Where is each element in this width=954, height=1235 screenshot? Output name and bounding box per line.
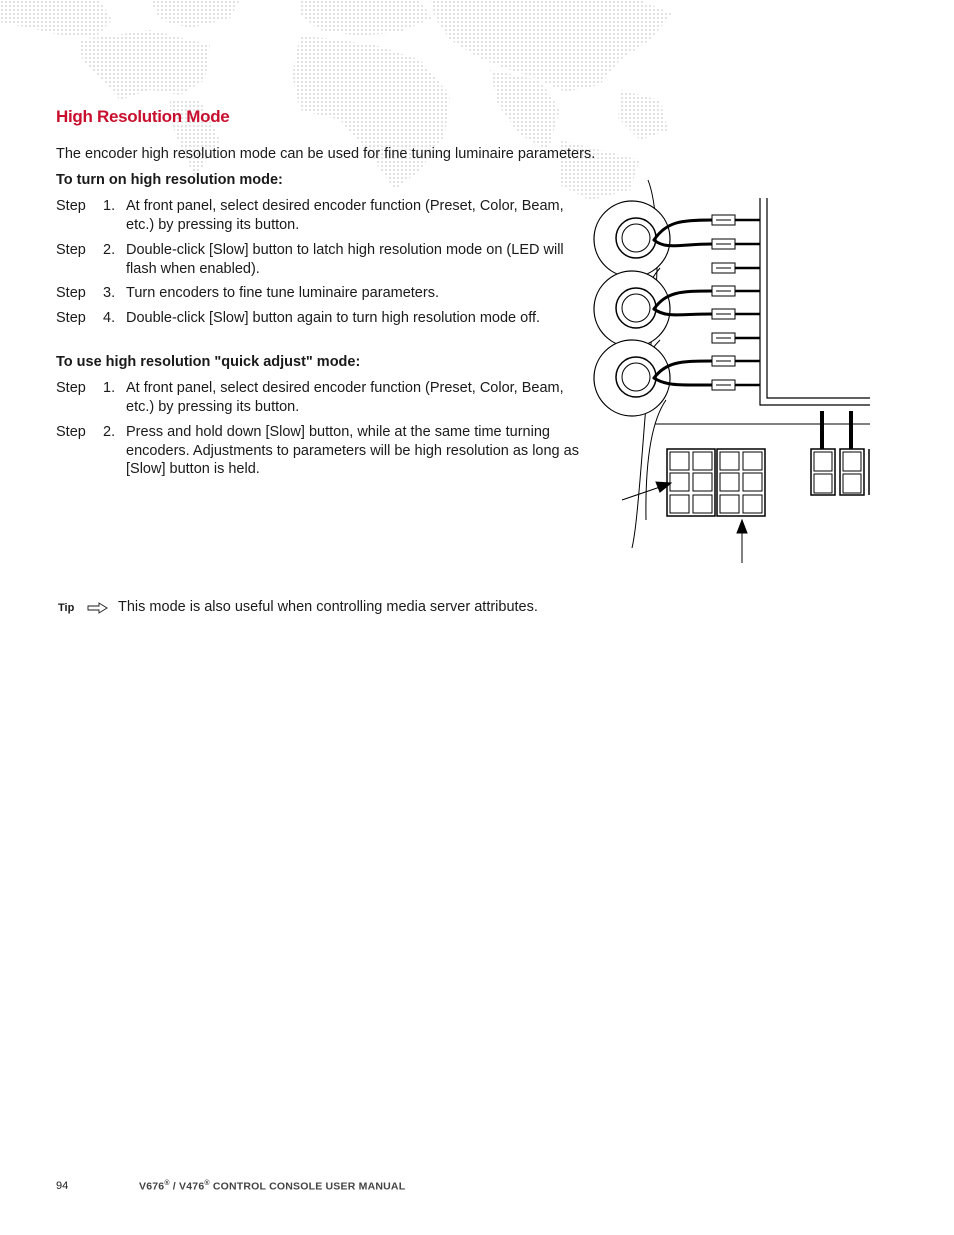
step-word: Step	[56, 310, 86, 326]
led-indicator-column	[712, 215, 735, 390]
step-text: At front panel, select desired encoder function (Preset, Color, Beam, etc.) by pressing its button.	[126, 198, 564, 233]
step-word: Step	[56, 380, 86, 396]
encoder-knob-2	[594, 271, 670, 347]
step-text: Press and hold down [Slow] button, while at the same time turning encoders. Adjustments to parameters will be high resolution as long as [Slow] button is held.	[126, 424, 579, 477]
manual-title: V676® / V476® CONTROL CONSOLE USER MANUAL	[139, 1180, 406, 1193]
quick-adjust-step-2	[56, 423, 581, 479]
console-encoder-diagram	[590, 178, 875, 568]
encoder-knob-3	[594, 340, 670, 416]
slow-button-group	[811, 449, 864, 495]
tip-text: This mode is also useful when controlling media server attributes.	[118, 599, 538, 615]
step-word: Step	[56, 198, 86, 214]
step-word: Step	[56, 242, 86, 258]
quick-adjust-heading: To use high resolution "quick adjust" mode:	[56, 354, 361, 370]
turn-on-step-2	[56, 241, 581, 278]
quick-adjust-step-1	[56, 379, 581, 416]
display-screen-outline	[760, 198, 870, 405]
step-text: Turn encoders to fine tune luminaire parameters.	[126, 285, 439, 301]
page-number: 94	[56, 1180, 69, 1192]
step-text: At front panel, select desired encoder function (Preset, Color, Beam, etc.) by pressing its button.	[126, 380, 564, 415]
tip-arrow-icon	[87, 602, 109, 614]
step-number: 3.	[103, 285, 116, 301]
turn-on-step-3	[56, 284, 581, 303]
step-text: Double-click [Slow] button to latch high resolution mode on (LED will flash when enabled).	[126, 242, 564, 277]
turn-on-step-1	[56, 197, 581, 234]
step-number: 1.	[103, 380, 116, 396]
step-text: Double-click [Slow] button again to turn high resolution mode off.	[126, 310, 541, 326]
button-keypad	[667, 449, 765, 516]
step-word: Step	[56, 285, 86, 301]
step-number: 2.	[103, 242, 116, 258]
step-number: 4.	[103, 310, 116, 326]
step-number: 2.	[103, 424, 116, 440]
section-title: High Resolution Mode	[56, 107, 230, 126]
turn-on-heading: To turn on high resolution mode:	[56, 172, 283, 188]
turn-on-step-4	[56, 309, 581, 328]
encoder-knob-1	[594, 201, 670, 277]
step-number: 1.	[103, 198, 116, 214]
intro-paragraph: The encoder high resolution mode can be used for fine tuning luminaire parameters.	[56, 146, 596, 162]
step-word: Step	[56, 424, 86, 440]
tip-label: Tip	[58, 602, 75, 614]
